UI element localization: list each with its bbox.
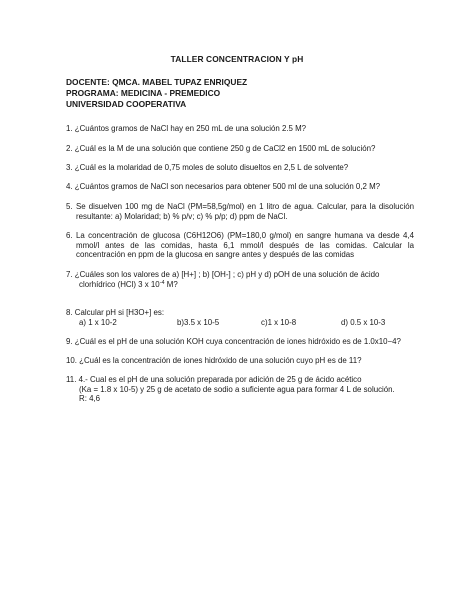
question-1: 1. ¿Cuántos gramos de NaCl hay en 250 mL de una solución 2.5 M? — [66, 124, 307, 133]
university-line: UNIVERSIDAD COOPERATIVA — [66, 99, 187, 109]
question-7 — [66, 270, 414, 289]
question-11-line-1: 11. 4.- Cual es el pH de una solución preparada por adición de 25 g de ácido acético — [66, 375, 362, 384]
question-5-line-2: resultante: a) Molaridad; b) % p/v; c) % p/p; d) ppm de NaCl. — [76, 211, 288, 221]
question-8-options — [66, 318, 414, 328]
option-b: b)3.5 x 10-5 — [177, 317, 220, 327]
question-6-number: 6. — [66, 231, 73, 240]
option-a: a) 1 x 10-2 — [79, 317, 117, 327]
question-8 — [66, 308, 414, 327]
option-d: d) 0.5 x 10-3 — [341, 317, 386, 327]
question-3: 3. ¿Cuál es la molaridad de 0,75 moles de soluto disueltos en 2,5 L de solvente? — [66, 163, 349, 172]
question-8-line-1: 8. Calcular pH si [H3O+] es: — [66, 308, 165, 317]
question-11-line-2: (Ka = 1.8 x 10-5) y 25 g de acetato de sodio a suficiente agua para formar 4 L de solución. — [79, 384, 395, 394]
question-9: 9. ¿Cuál es el pH de una solución KOH cuya concentración de iones hidróxido es de 1.0x10−4? — [66, 337, 401, 346]
question-6-line-2: mmol/l antes de las comidas, hasta 6,1 mmol/l después de las comidas. Calcular la — [76, 240, 414, 250]
question-5-number: 5. — [66, 202, 73, 211]
teacher-line: DOCENTE: QMCA. MABEL TUPAZ ENRIQUEZ — [66, 77, 248, 87]
program-line: PROGRAMA: MEDICINA - PREMEDICO — [66, 88, 221, 98]
question-5-line-1: Se disuelven 100 mg de NaCl (PM=58,5g/mol) en 1 litro de agua. Calcular, para la disolución — [76, 202, 414, 211]
option-c: c)1 x 10-8 — [261, 317, 297, 327]
question-4: 4. ¿Cuántos gramos de NaCl son necesarios para obtener 500 ml de una solución 0,2 M? — [66, 182, 381, 191]
question-6-line-3: concentración en ppm de la glucosa en sangre antes y después de las comidas — [76, 250, 355, 260]
question-7-line-2: clorhídrico (HCl) 3 x $10^{-4}$ M? — [79, 279, 178, 289]
question-6-line-1: La concentración de glucosa (C6H12O6) (PM=180,0 g/mol) en sangre humana va desde 4,4 — [76, 231, 414, 240]
question-7-line-1: 7. ¿Cuáles son los valores de a) [H+] ; b) [OH-] ; c) pH y d) pOH de una solución de ácido — [66, 270, 380, 279]
question-11-line-3: R: 4,6 — [79, 394, 101, 404]
question-2: 2. ¿Cuál es la M de una solución que contiene 250 g de CaCl2 en 1500 mL de solución? — [66, 144, 376, 153]
question-5 — [66, 202, 414, 221]
question-10: 10. ¿Cuál es la concentración de iones hidróxido de una solución cuyo pH es de 11? — [66, 356, 362, 365]
question-11 — [66, 375, 414, 404]
document-title: TALLER CONCENTRACION Y pH — [170, 54, 304, 64]
document-header — [66, 77, 247, 110]
question-6 — [66, 231, 414, 260]
